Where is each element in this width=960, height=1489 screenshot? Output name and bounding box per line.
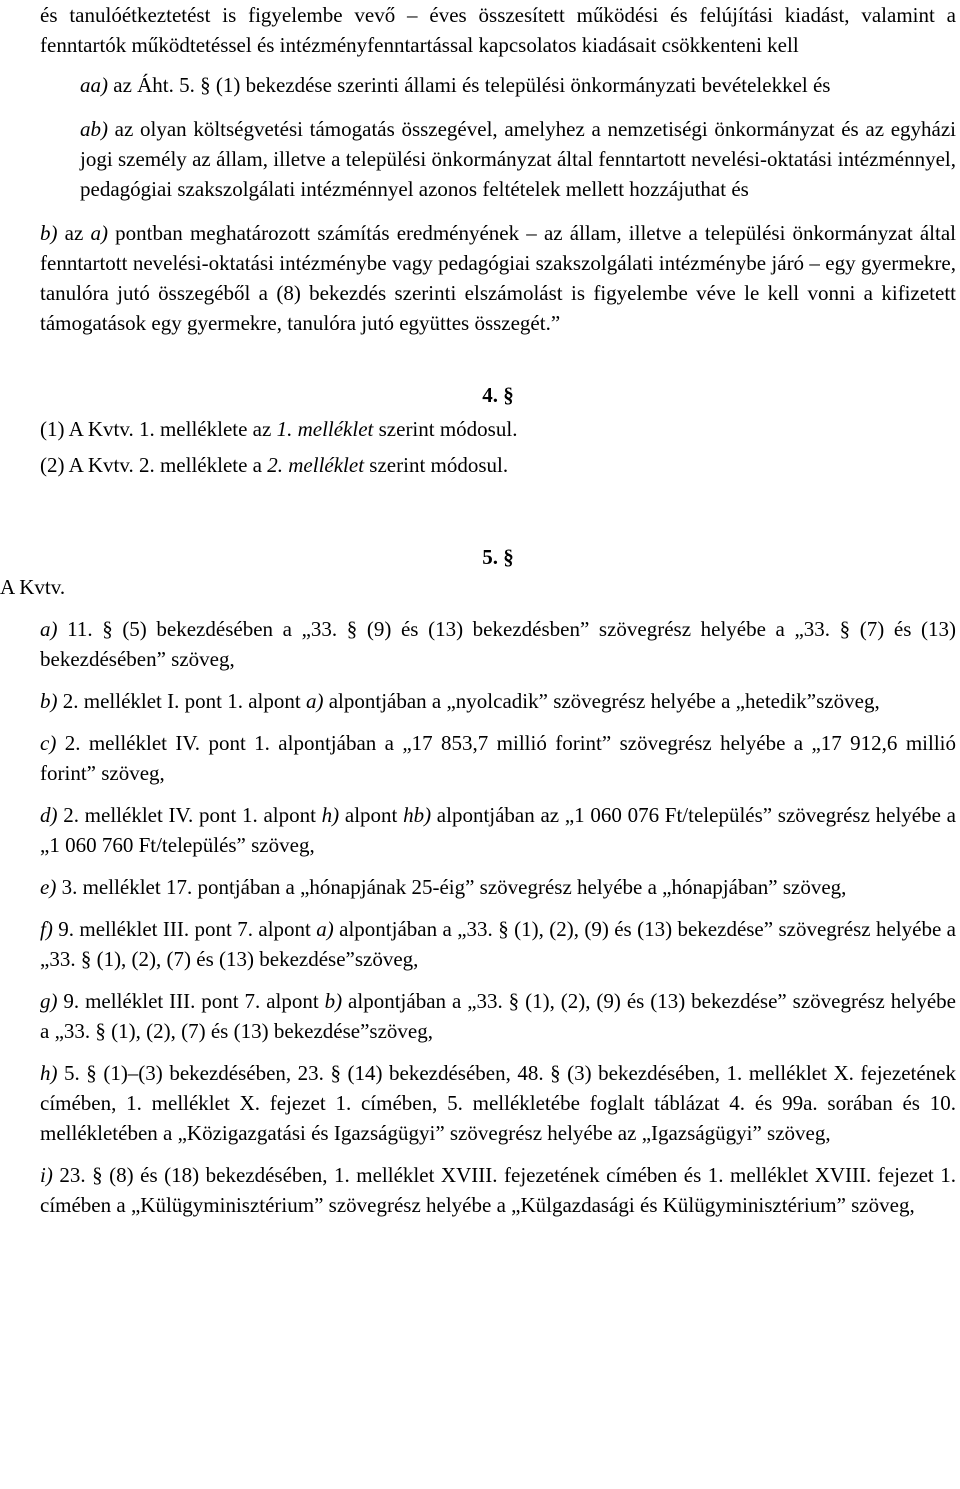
list-item	[40, 614, 956, 674]
point-ab-text: az olyan költségvetési támogatás összegével, amelyhez a nemzetiségi önkormányzat és az egyházi jogi személy az állam, illetve a települési önkormányzat által fenntartott nevelési-oktatási intézménnyel, pedagógiai szakszolgálati intézménnyel azonos feltételek mellett hozzájuthat és	[80, 117, 956, 201]
point-aa-label: aa)	[80, 73, 108, 97]
item-text: 2. melléklet IV. pont 1. alpont	[57, 803, 322, 827]
item-ref: a)	[305, 689, 324, 713]
item-text: 23. § (8) és (18) bekezdésében, 1. melléklet XVIII. fejezetének címében és 1. melléklet XVIII. fejezet 1. címében a „Külügyminisztérium” szövegrész helyébe a „Külgazdasági és Külügyminisztérium” szöveg,	[40, 1163, 956, 1217]
point-b-mid: az	[57, 221, 91, 245]
point-b-text: pontban meghatározott számítás eredményének – az állam, illetve a települési önkormányzat által fenntartott nevelési-oktatási intézménybe vagy pedagógiai szakszolgálati intézménybe járó – egy gyermekre, tanulóra jutó összegéből a (8) bekezdés szerinti elszámolást is figyelembe véve le kell vonni a kifizetett támogatások egy gyermekre, tanulóra jutó együttes összegét.”	[40, 221, 956, 335]
point-aa-text: az Áht. 5. § (1) bekezdése szerinti állami és települési önkormányzati bevételekkel és	[108, 73, 831, 97]
item-text: 2. melléklet IV. pont 1. alpontjában a „17 853,7 millió forint” szövegrész helyébe a „17 912,6 millió forint” szöveg,	[40, 731, 956, 785]
point-ab-label: ab)	[80, 117, 108, 141]
s4-p2-ref: 2. melléklet	[267, 453, 365, 477]
section-4-para-2	[40, 450, 956, 480]
intro-paragraph: és tanulóétkeztetést is figyelembe vevő – éves összesített működési és felújítási kiadást, valamint a fenntartók működtetéssel és intézményfenntartással kapcsolatos kiadásait csökkenteni kell	[40, 3, 956, 57]
item-text: alpontjában a „33. § (1), (2), (9) és (13) bekezdése” szövegrész helyébe a „33. § (1), (2), (7) és (13) bekezdése”szöveg,	[40, 917, 956, 971]
item-ref: b)	[324, 989, 343, 1013]
section-5-lead: A Kvtv.	[0, 575, 66, 599]
list-item	[40, 686, 956, 716]
item-label: f)	[40, 917, 53, 941]
item-text: 3. melléklet 17. pontjában a „hónapjának 25-éig” szövegrész helyébe a „hónapjában” szöveg,	[56, 875, 847, 899]
s4-p1-b: szerint módosul.	[373, 417, 518, 441]
item-text: 11. § (5) bekezdésében a „33. § (9) és (13) bekezdésben” szövegrész helyébe a „33. § (7) és (13) bekezdésében” szöveg,	[40, 617, 956, 671]
item-label: e)	[40, 875, 57, 899]
item-label: g)	[40, 989, 58, 1013]
item-label: c)	[40, 731, 57, 755]
item-label: i)	[40, 1163, 53, 1187]
list-item	[40, 872, 956, 902]
item-text: 9. melléklet III. pont 7. alpont	[52, 917, 317, 941]
item-label: b)	[40, 689, 58, 713]
s4-p1-ref: 1. melléklet	[276, 417, 374, 441]
item-text: 2. melléklet I. pont 1. alpont	[57, 689, 306, 713]
list-item	[40, 986, 956, 1046]
section-4-para-1	[40, 414, 956, 444]
section-5-list	[40, 614, 956, 1220]
list-item	[40, 800, 956, 860]
item-ref: a)	[316, 917, 334, 941]
item-text: alpontjában az „1 060 076 Ft/település” szövegrész helyébe a „1 060 760 Ft/település” szöveg,	[40, 803, 956, 857]
point-b	[40, 218, 956, 338]
item-label: d)	[40, 803, 58, 827]
item-label: a)	[40, 617, 58, 641]
item-text: alpontjában a „nyolcadik” szövegrész helyébe a „hetedik”szöveg,	[323, 689, 880, 713]
item-label: h)	[40, 1061, 58, 1085]
list-item	[40, 728, 956, 788]
section-4-heading: 4. §	[482, 383, 514, 407]
s4-p2-a: (2) A Kvtv. 2. melléklete a	[40, 453, 268, 477]
item-text: alpontjában a „33. § (1), (2), (9) és (13) bekezdése” szövegrész helyébe a „33. § (1), (2), (7) és (13) bekezdése”szöveg,	[40, 989, 956, 1043]
list-item	[40, 914, 956, 974]
item-text: alpont	[339, 803, 404, 827]
s4-p2-b: szerint módosul.	[364, 453, 509, 477]
point-b-label: b)	[40, 221, 58, 245]
item-text: 9. melléklet III. pont 7. alpont	[57, 989, 325, 1013]
section-5-heading: 5. §	[482, 545, 514, 569]
list-item	[40, 1160, 956, 1220]
s4-p1-a: (1) A Kvtv. 1. melléklete az	[40, 417, 277, 441]
item-ref: hb)	[403, 803, 432, 827]
item-ref: h)	[321, 803, 340, 827]
point-aa	[40, 70, 956, 100]
point-b-ref: a)	[90, 221, 108, 245]
item-text: 5. § (1)–(3) bekezdésében, 23. § (14) bekezdésében, 48. § (3) bekezdésében, 1. melléklet X. fejezetének címében, 1. melléklet X. fejezet 1. címében, 5. mellékletébe foglalt táblázat 4. és 99a. sorában és 10. mellékletében a „Közigazgatási és Igazságügyi” szövegrész helyébe az „Igazságügyi” szöveg,	[40, 1061, 956, 1145]
point-ab	[40, 114, 956, 204]
list-item	[40, 1058, 956, 1148]
